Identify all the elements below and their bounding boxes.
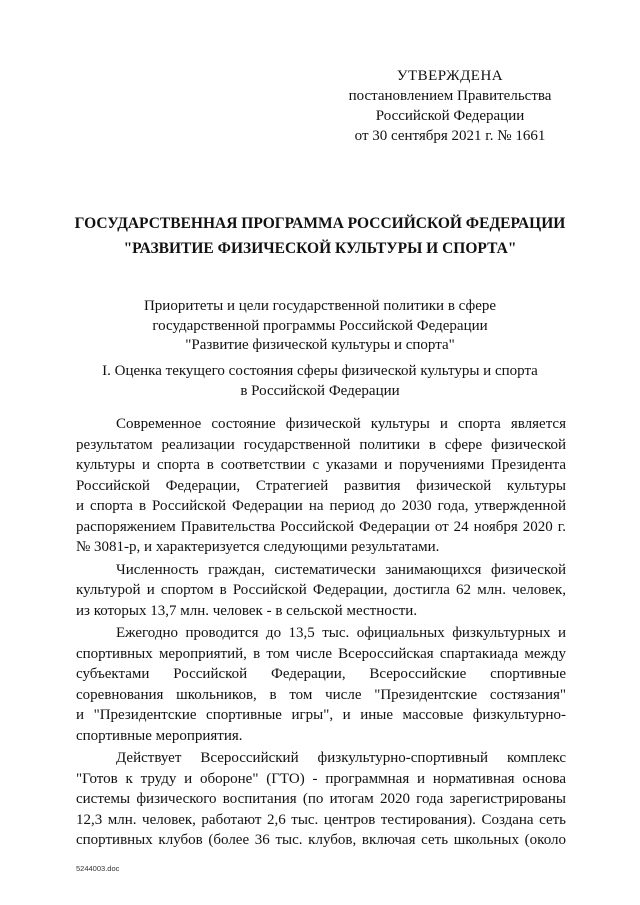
text-line: распоряжением Правительства Российской Федерации от 24 ноября 2020 г.: [76, 518, 566, 535]
subsection-heading-line: I. Оценка текущего состояния сферы физической культуры и спорта: [102, 363, 538, 379]
program-title-line: "РАЗВИТИЕ ФИЗИЧЕСКОЙ КУЛЬТУРЫ И СПОРТА": [123, 240, 517, 257]
text-line: культурой и спортом в Российской Федерации, достигла 62 млн. человек,: [76, 582, 566, 598]
approval-authority-country: Российской Федерации: [375, 108, 525, 124]
text-line: и "Президентские спортивные игры", и иные массовые физкультурно-: [76, 707, 566, 723]
text-line: культуры и спорта в соответствии с указами и поручениями Президента: [76, 457, 566, 473]
text-line: 12,3 млн. человек, работают 2,6 тыс. центров тестирования). Создана сеть: [76, 811, 566, 828]
paragraph: [76, 623, 566, 746]
text-line: системы физического воспитания (по итогам 2020 года зарегистрированы: [76, 791, 566, 807]
body-text: [76, 414, 566, 853]
text-line: Российской Федерации, Стратегией развития физической культуры: [76, 477, 566, 494]
text-line: Действует Всероссийский физкультурно-спортивный комплекс: [116, 750, 566, 766]
paragraph: [76, 560, 566, 622]
text-line: и спорта в Российской Федерации на период до 2030 года, утвержденной: [76, 498, 566, 514]
section-heading-line: Приоритеты и цели государственной политики в сфере: [143, 298, 497, 314]
document-file-name: 5244003.doc: [76, 864, 120, 873]
section-heading: [40, 297, 600, 356]
text-line: "Готов к труду и обороне" (ГТО) - программная и нормативная основа: [76, 770, 566, 787]
text-line: из которых 13,7 млн. человек - в сельской местности.: [76, 602, 418, 619]
program-title: [40, 211, 600, 261]
paragraph: [76, 414, 566, 558]
text-line: спортивных мероприятий, в том числе Всероссийская спартакиада между: [76, 645, 566, 662]
paragraph: [76, 748, 566, 851]
text-line: результатом реализации государственной политики в сфере физической: [76, 436, 566, 453]
text-line: Современное состояние физической культуры и спорта является: [116, 416, 566, 432]
section-heading-line: государственной программы Российской Федерации: [152, 317, 488, 334]
approval-block: [300, 66, 600, 146]
text-line: субъектами Российской Федерации, Всероссийские спортивные: [76, 666, 566, 682]
approval-date-number: от 30 сентября 2021 г. № 1661: [354, 128, 546, 144]
text-line: спортивные мероприятия.: [76, 727, 243, 744]
subsection-heading: [40, 362, 600, 401]
approval-status: УТВЕРЖДЕНА: [396, 68, 504, 84]
approval-authority: постановлением Правительства: [348, 88, 552, 104]
text-line: Ежегодно проводится до 13,5 тыс. официальных физкультурных и: [116, 625, 566, 641]
subsection-heading-line: в Российской Федерации: [240, 382, 400, 399]
text-line: Численность граждан, систематически занимающихся физической: [116, 561, 566, 578]
text-line: спортивных клубов (более 36 тыс. клубов, включая сеть школьных (около: [76, 832, 566, 848]
text-line: № 3081-р, и характеризуется следующими результатами.: [76, 539, 440, 555]
program-title-line: ГОСУДАРСТВЕННАЯ ПРОГРАММА РОССИЙСКОЙ ФЕДЕРАЦИИ: [74, 215, 566, 232]
section-heading-line: "Развитие физической культуры и спорта": [185, 337, 455, 353]
text-line: соревнования школьников, в том числе "Президентские состязания": [76, 686, 566, 703]
